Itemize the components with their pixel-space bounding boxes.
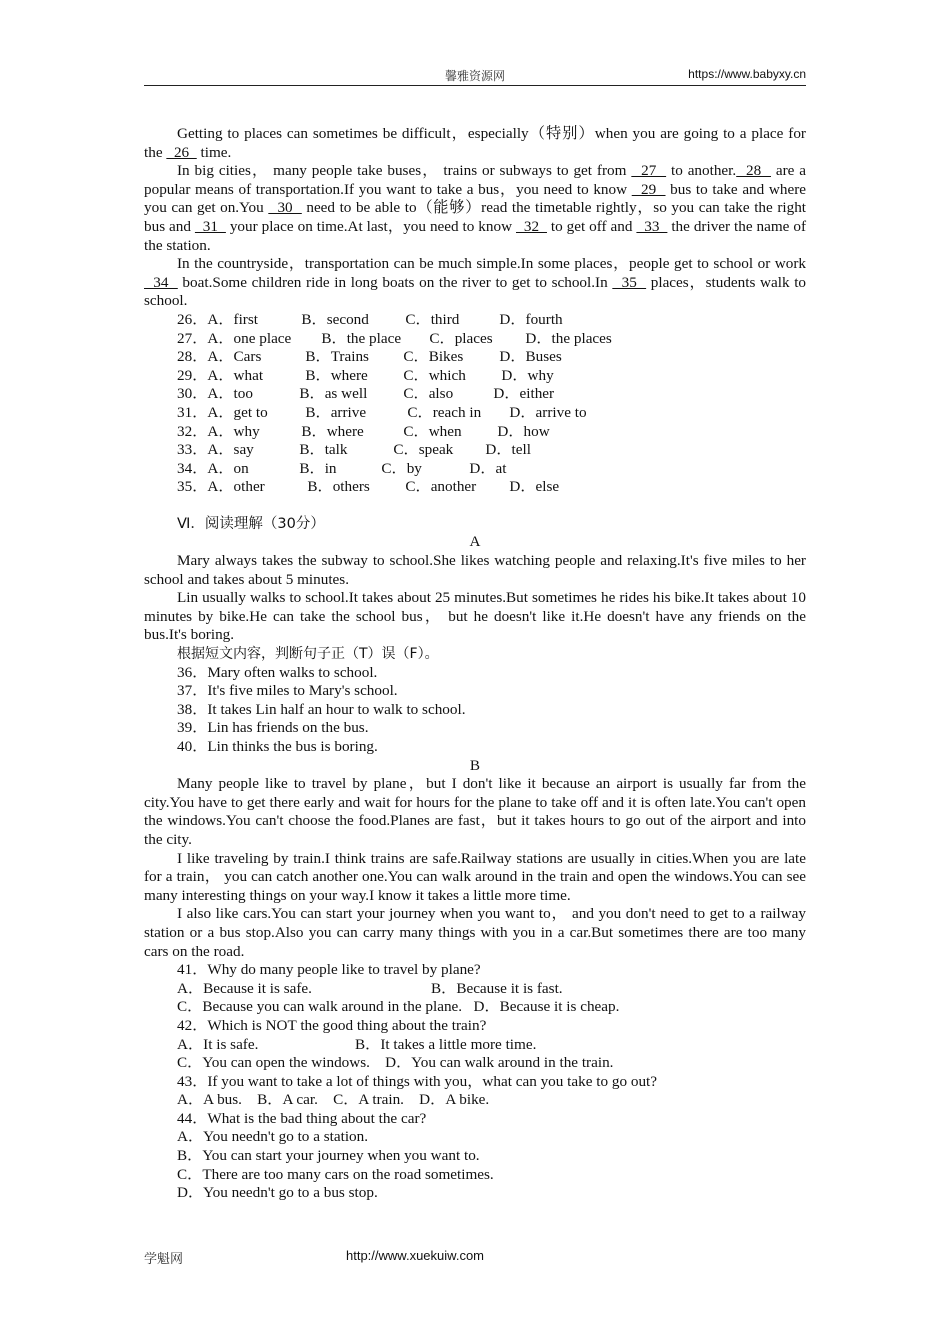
cloze-paragraph-3: In the countryside，transportation can be much simple.In some places，people get to school or work 34 boat.Some children ride in long boats on the river to get to school.In 35 places，students walk to school. (144, 255, 807, 310)
passage-b-paragraph-2: I like traveling by train.I think trains are safe.Railway stations are usually in cities.When you are late for a train， you can catch another one.You can walk around in the train and open the windows.You can see many interesting things on your way.I know it takes a little more time. (144, 849, 806, 904)
statement-39: 39．Lin has friends on the bus. (177, 719, 369, 737)
option-row-27: 27．A．one place B．the place C．places D．the places (177, 329, 612, 347)
blank-31: 31 (194, 217, 226, 235)
question-44-option-d: D．You needn't go to a bus stop. (177, 1184, 378, 1202)
cloze-paragraph-1: Getting to places can sometimes be difficult，especially（特别）when you are going to a place for the 26 time. (144, 125, 806, 161)
blank-34: 34 (144, 273, 178, 291)
blank-29: 29 (631, 180, 666, 198)
cloze-options (144, 311, 806, 497)
question-41-options-cd: C．Because you can walk around in the plane. D．Because it is cheap. (177, 998, 620, 1016)
question-44-option-a: A．You needn't go to a station. (177, 1128, 369, 1146)
statement-40: 40．Lin thinks the bus is boring. (177, 738, 378, 755)
option-row-34: 34．A．on B．in C．by D．at (177, 459, 507, 477)
passage-b-paragraph-3: I also like cars.You can start your journey when you want to， and you don't need to get to a railway station or a bus stop.Also you can carry many things with you in a car.But sometimes there are too many cars on the road. (144, 905, 806, 960)
option-row-33: 33．A．say B．talk C．speak D．tell (177, 441, 531, 459)
statement-38: 38．It takes Lin half an hour to walk to school. (177, 700, 466, 718)
option-row-29: 29．A．what B．where C．which D．why (177, 366, 554, 384)
blank-35: 35 (612, 273, 647, 291)
blank-27: 27 (631, 162, 667, 180)
question-42-options-cd: C．You can open the windows. D．You can walk around in the train. (177, 1054, 614, 1072)
question-42-options-ab: A．It is safe. B．It takes a little more time. (177, 1035, 537, 1053)
question-44-option-c: C．There are too many cars on the road sometimes. (177, 1165, 494, 1183)
document-body (144, 125, 806, 1203)
passage-a-label: A (469, 533, 481, 551)
question-41-options-ab: A．Because it is safe. B．Because it is fast. (177, 979, 563, 997)
option-row-28: 28．A．Cars B．Trains C．Bikes D．Buses (177, 348, 562, 366)
section-title: Ⅵ．阅读理解（30分） (177, 515, 325, 532)
question-43: 43．If you want to take a lot of things with you，what can you take to go out? (177, 1072, 658, 1090)
question-42: 42．Which is NOT the good thing about the train? (177, 1016, 487, 1034)
header-url[interactable]: https://www.babyxy.cn (688, 67, 806, 81)
blank-26: 26 (166, 143, 197, 161)
header-site-name: 馨雅资源网 (444, 69, 505, 83)
passage-b-label: B (469, 756, 481, 774)
question-44-option-b: B．You can start your journey when you want to. (177, 1147, 480, 1165)
option-row-30: 30．A．too B．as well C．also D．either (177, 385, 555, 403)
option-row-35: 35．A．other B．others C．another D．else (177, 478, 560, 496)
cloze-paragraph-2: In big cities， many people take buses， trains or subways to get from 27 to another. 28 are a popular means of transportation.If you want to take a bus，you need to know 29 bus to take and where you can get on.You 30 need to be able to（能够）read the timetable rightly，so you can take the right bus and 31 your place on time.At last，you need to know 32 to get off and 33 the driver the name of the station. (144, 162, 807, 254)
passage-b-paragraph-1: Many people like to travel by plane，but I don't like it because an airport is usually far from the city.You have to get there early and wait for hours for the plane to take off and it is often late.You can't open the windows.You can't choose the food.Planes are fast，but it takes hours to go out of the airport and into the city. (144, 775, 806, 848)
statement-37: 37．It's five miles to Mary's school. (177, 682, 398, 700)
footer-site-name: 学魁网 (144, 1252, 184, 1267)
question-43-options: A．A bus. B．A car. C．A train. D．A bike. (177, 1091, 490, 1109)
blank-28: 28 (736, 162, 771, 180)
question-41: 41．Why do many people like to travel by plane? (177, 961, 481, 979)
blank-33: 33 (636, 217, 668, 235)
passage-a-instruction: 根据短文内容，判断句子正（T）误（F）。 (177, 646, 439, 663)
footer-url[interactable]: http://www.xuekuiw.com (346, 1248, 484, 1263)
header-rule (144, 85, 806, 86)
option-row-26: 26．A．first B．second C．third D．fourth (177, 310, 563, 328)
statement-36: 36．Mary often walks to school. (177, 663, 378, 681)
blank-30: 30 (268, 199, 302, 217)
option-row-31: 31．A．get to B．arrive C．reach in D．arrive to (177, 403, 587, 421)
question-44: 44．What is the bad thing about the car? (177, 1109, 427, 1127)
blank-32: 32 (516, 217, 547, 235)
passage-a-paragraph-2: Lin usually walks to school.It takes about 25 minutes.But sometimes he rides his bike.It takes about 10 minutes by bike.He can take the school bus， but he doesn't like it.He doesn't have any friends on the bus.It's boring. (144, 589, 806, 644)
passage-a-paragraph-1: Mary always takes the subway to school.She likes watching people and relaxing.It's five miles to her school and takes about 5 minutes. (144, 552, 806, 588)
option-row-32: 32．A．why B．where C．when D．how (177, 422, 550, 440)
